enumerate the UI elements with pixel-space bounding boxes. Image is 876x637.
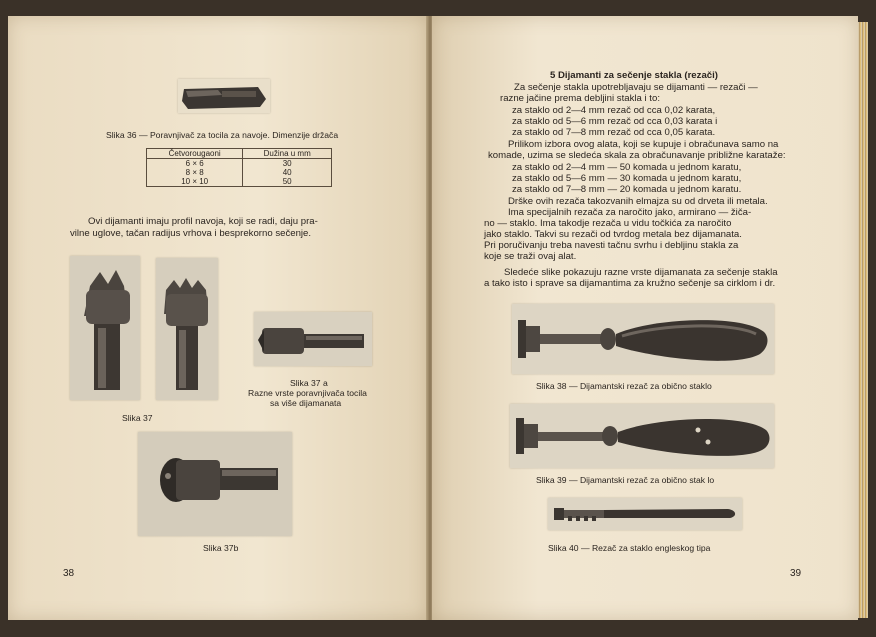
table-cell: 40	[243, 168, 332, 177]
holder-line: Drške ovih rezača takozvanih elmajza su od drveta ili metala.	[508, 196, 768, 207]
body-paragraph-line: Ovi dijamanti imaju profil navoja, koji se radi, daju pra-	[88, 216, 318, 227]
caption-37a-line: Razne vrste poravnjivača tocila	[248, 388, 367, 398]
body-paragraph-line: vilne uglove, tačan radijus vrhova i besprekorno sečenje.	[70, 228, 312, 239]
figure-37a-photo	[254, 312, 372, 366]
table-header-length: Dužina u mm	[243, 149, 332, 159]
table-cell: 6 × 6	[147, 159, 243, 169]
glass-cutter-image	[510, 404, 774, 468]
figure-40-photo	[548, 498, 742, 530]
table-header-square: Četvorougaoni	[147, 149, 243, 159]
figure-37-photo-right	[156, 258, 218, 400]
holder-line: jako staklo. Takvi su rezači od tvrdog metala bez dijamanata.	[484, 229, 742, 240]
figure-37-photo-left	[70, 256, 140, 400]
images-intro-line: a tako isto i sprave sa dijamantima za kružno sečenje sa cirklom i dr.	[484, 278, 776, 289]
holder-line: Pri poručivanju treba navesti tačnu svrhu i debljinu stakla za	[484, 240, 739, 251]
caption-37b: Slika 37b	[203, 543, 239, 553]
figure-36-photo	[178, 79, 270, 113]
caption-36: Slika 36 — Poravnjivač za tocila za navoje. Dimenzije držača	[106, 130, 339, 140]
right-page	[432, 16, 858, 620]
purchase-line: komade, uzima se sledeća skala za obračunavanje približne karataže:	[488, 150, 786, 161]
karat-list-item: za staklo od 7—8 mm rezač od cca 0,05 karata.	[512, 127, 716, 138]
figure-38-photo	[512, 304, 774, 374]
caption-38: Slika 38 — Dijamantski rezač za obično staklo	[536, 381, 712, 391]
table-row	[147, 177, 332, 187]
dressing-tool-image	[70, 256, 140, 400]
page-number-right: 39	[790, 568, 802, 579]
purchase-line: Prilikom izbora ovog alata, koji se kupuje i obračunava samo na	[508, 139, 779, 150]
english-glass-cutter-image	[548, 498, 742, 530]
intro-line: Za sečenje stakla upotrebljavaju se dijamanti — rezači —	[514, 82, 758, 93]
glass-cutter-image	[512, 304, 774, 374]
caption-37: Slika 37	[122, 413, 153, 423]
table-row	[147, 159, 332, 169]
left-page	[8, 16, 428, 620]
pieces-list-item: za staklo od 2—4 mm — 50 komada u jednom karatu,	[512, 162, 742, 173]
images-intro-line: Sledeće slike pokazuju razne vrste dijamanata za sečenje stakla	[504, 267, 778, 278]
table-cell: 8 × 8	[147, 168, 243, 177]
multi-diamond-dresser-image	[254, 312, 372, 366]
holder-line: koje se traži ovaj alat.	[484, 251, 577, 262]
table-cell: 10 × 10	[147, 177, 243, 187]
section-title: 5 Dijamanti za sečenje stakla (rezači)	[550, 70, 718, 81]
table-cell: 50	[243, 177, 332, 187]
page-edges	[858, 22, 868, 618]
figure-39-photo	[510, 404, 774, 468]
figure-37b-photo	[138, 432, 292, 536]
holder-dimensions-table	[146, 148, 332, 187]
caption-37a-line: Slika 37 a	[290, 378, 328, 388]
table-row	[147, 168, 332, 177]
table-cell: 30	[243, 159, 332, 169]
holder-line: no — staklo. Ima takodje rezača u vidu točkića za naročito	[484, 218, 732, 229]
pieces-list-item: za staklo od 7—8 mm — 20 komada u jednom karatu.	[512, 184, 742, 195]
caption-37a-line: sa više dijamanata	[270, 398, 342, 408]
intro-line: razne jačine prema debljini stakla i to:	[500, 93, 660, 104]
diamond-tool-image	[138, 432, 292, 536]
grinding-holder-image	[178, 79, 270, 113]
karat-list-item: za staklo od 2—4 mm rezač od cca 0,02 karata,	[512, 105, 716, 116]
holder-line: Ima specijalnih rezača za naročito jako, armirano — žiča-	[508, 207, 752, 218]
dressing-tool-image	[156, 258, 218, 400]
caption-40: Slika 40 — Rezač za staklo engleskog tipa	[548, 543, 711, 553]
caption-39: Slika 39 — Dijamantski rezač za obično stak lo	[536, 475, 715, 485]
karat-list-item: za staklo od 5—6 mm rezač od cca 0,03 karata i	[512, 116, 718, 127]
page-number-left: 38	[63, 568, 75, 579]
pieces-list-item: za staklo od 5—6 mm — 30 komada u jednom karatu,	[512, 173, 742, 184]
